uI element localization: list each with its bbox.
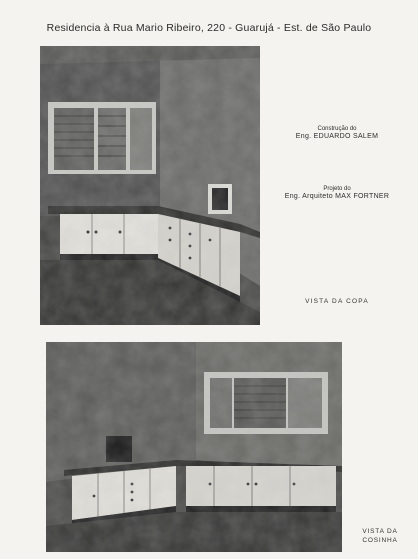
page-title: Residencia à Rua Mario Ribeiro, 220 - Guarujá - Est. de São Paulo — [46, 22, 372, 34]
cozinha-caption-line2: COSINHA — [362, 537, 398, 544]
construction-name: Eng. EDUARDO SALEM — [295, 133, 379, 140]
copa-photo — [40, 46, 260, 325]
project-role: Projeto do — [323, 186, 351, 192]
construction-role: Construção do — [317, 126, 357, 132]
cozinha-caption — [350, 527, 410, 545]
cozinha-photo — [46, 342, 342, 552]
cozinha-caption-line1: VISTA DA — [362, 528, 398, 535]
project-credit — [262, 186, 412, 200]
construction-credit — [262, 126, 412, 140]
project-name: Eng. Arquiteto MAX FORTNER — [284, 193, 390, 200]
copa-caption: VISTA DA COPA — [305, 298, 369, 305]
